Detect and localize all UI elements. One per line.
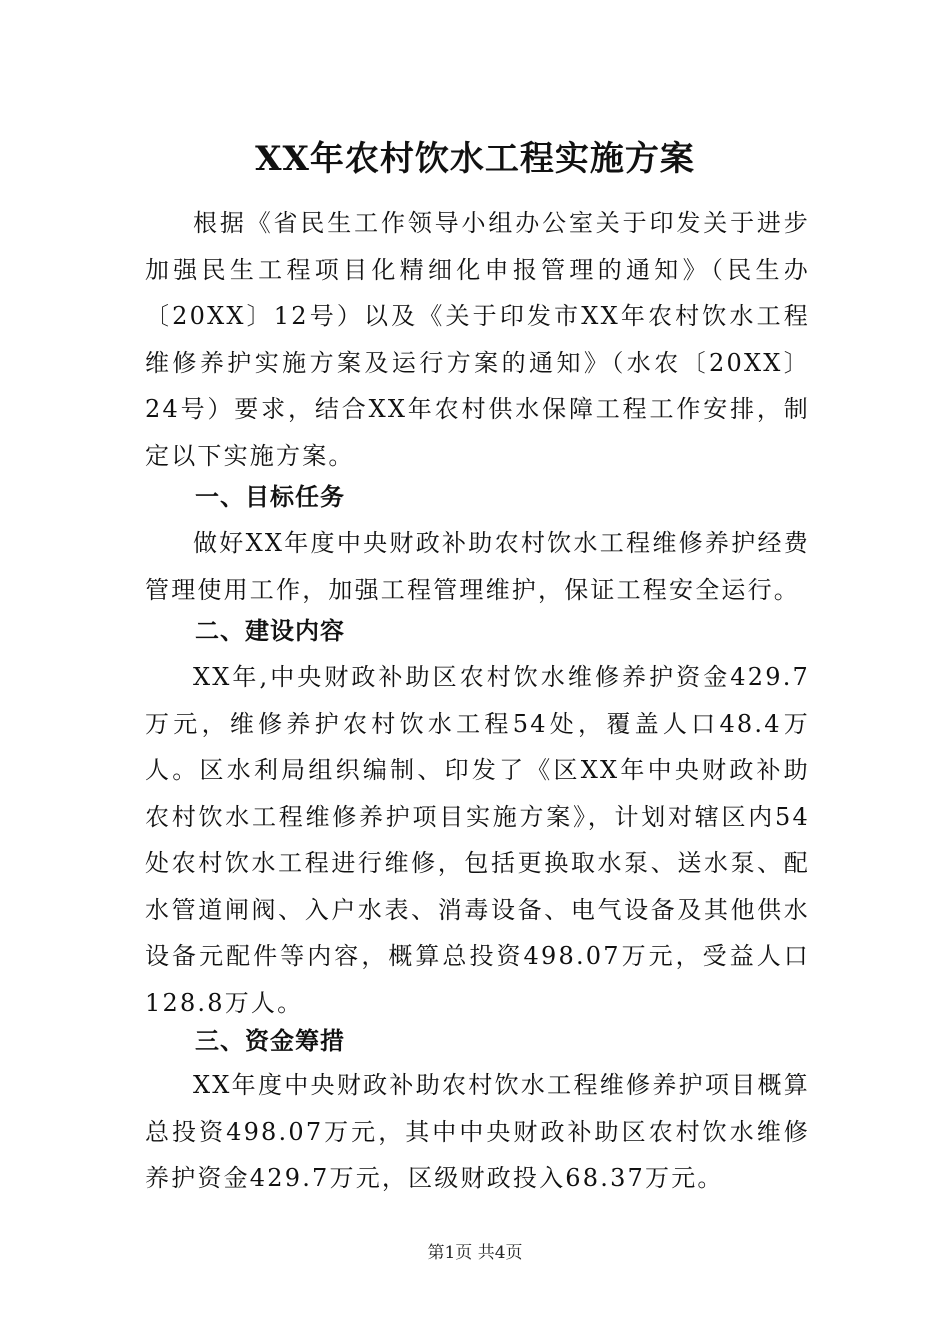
section-text-funding: XX年度中央财政补助农村饮水工程维修养护项目概算总投资498.07万元，其中中央财政补助区农村饮水维修养护资金429.7万元，区级财政投入68.37万元。 (145, 1071, 810, 1192)
section-heading-funding: 三、资金筹措 (195, 1027, 345, 1055)
section-text-goals: 做好XX年度中央财政补助农村饮水工程维修养护经费管理使用工作，加强工程管理维护，保证工程安全运行。 (145, 529, 810, 604)
section-heading-construction: 二、建设内容 (195, 617, 345, 645)
intro-paragraph: 根据《省民生工作领导小组办公室关于印发关于进步加强民生工程项目化精细化申报管理的通知》（民生办〔20XX〕12号）以及《关于印发市XX年农村饮水工程维修养护实施方案及运行方案的通知》（水农〔20XX〕24号）要求，结合XX年农村供水保障工程工作安排，制定以下实施方案。 (145, 209, 810, 470)
page-footer: 第1页 共4页 (427, 1243, 523, 1263)
section-heading-goals: 一、目标任务 (195, 483, 345, 511)
section-text-construction: XX年,中央财政补助区农村饮水维修养护资金429.7万元，维修养护农村饮水工程54处，覆盖人口48.4万人。区水利局组织编制、印发了《区XX年中央财政补助农村饮水工程维修养护项目实施方案》，计划对辖区内54处农村饮水工程进行维修，包括更换取水泵、送水泵、配水管道闸阀、入户水表、消毒设备、电气设备及其他供水设备元配件等内容，概算总投资498.07万元，受益人口128.8万人。 (145, 663, 810, 1017)
document-title: XX年农村饮水工程实施方案 (255, 139, 695, 179)
